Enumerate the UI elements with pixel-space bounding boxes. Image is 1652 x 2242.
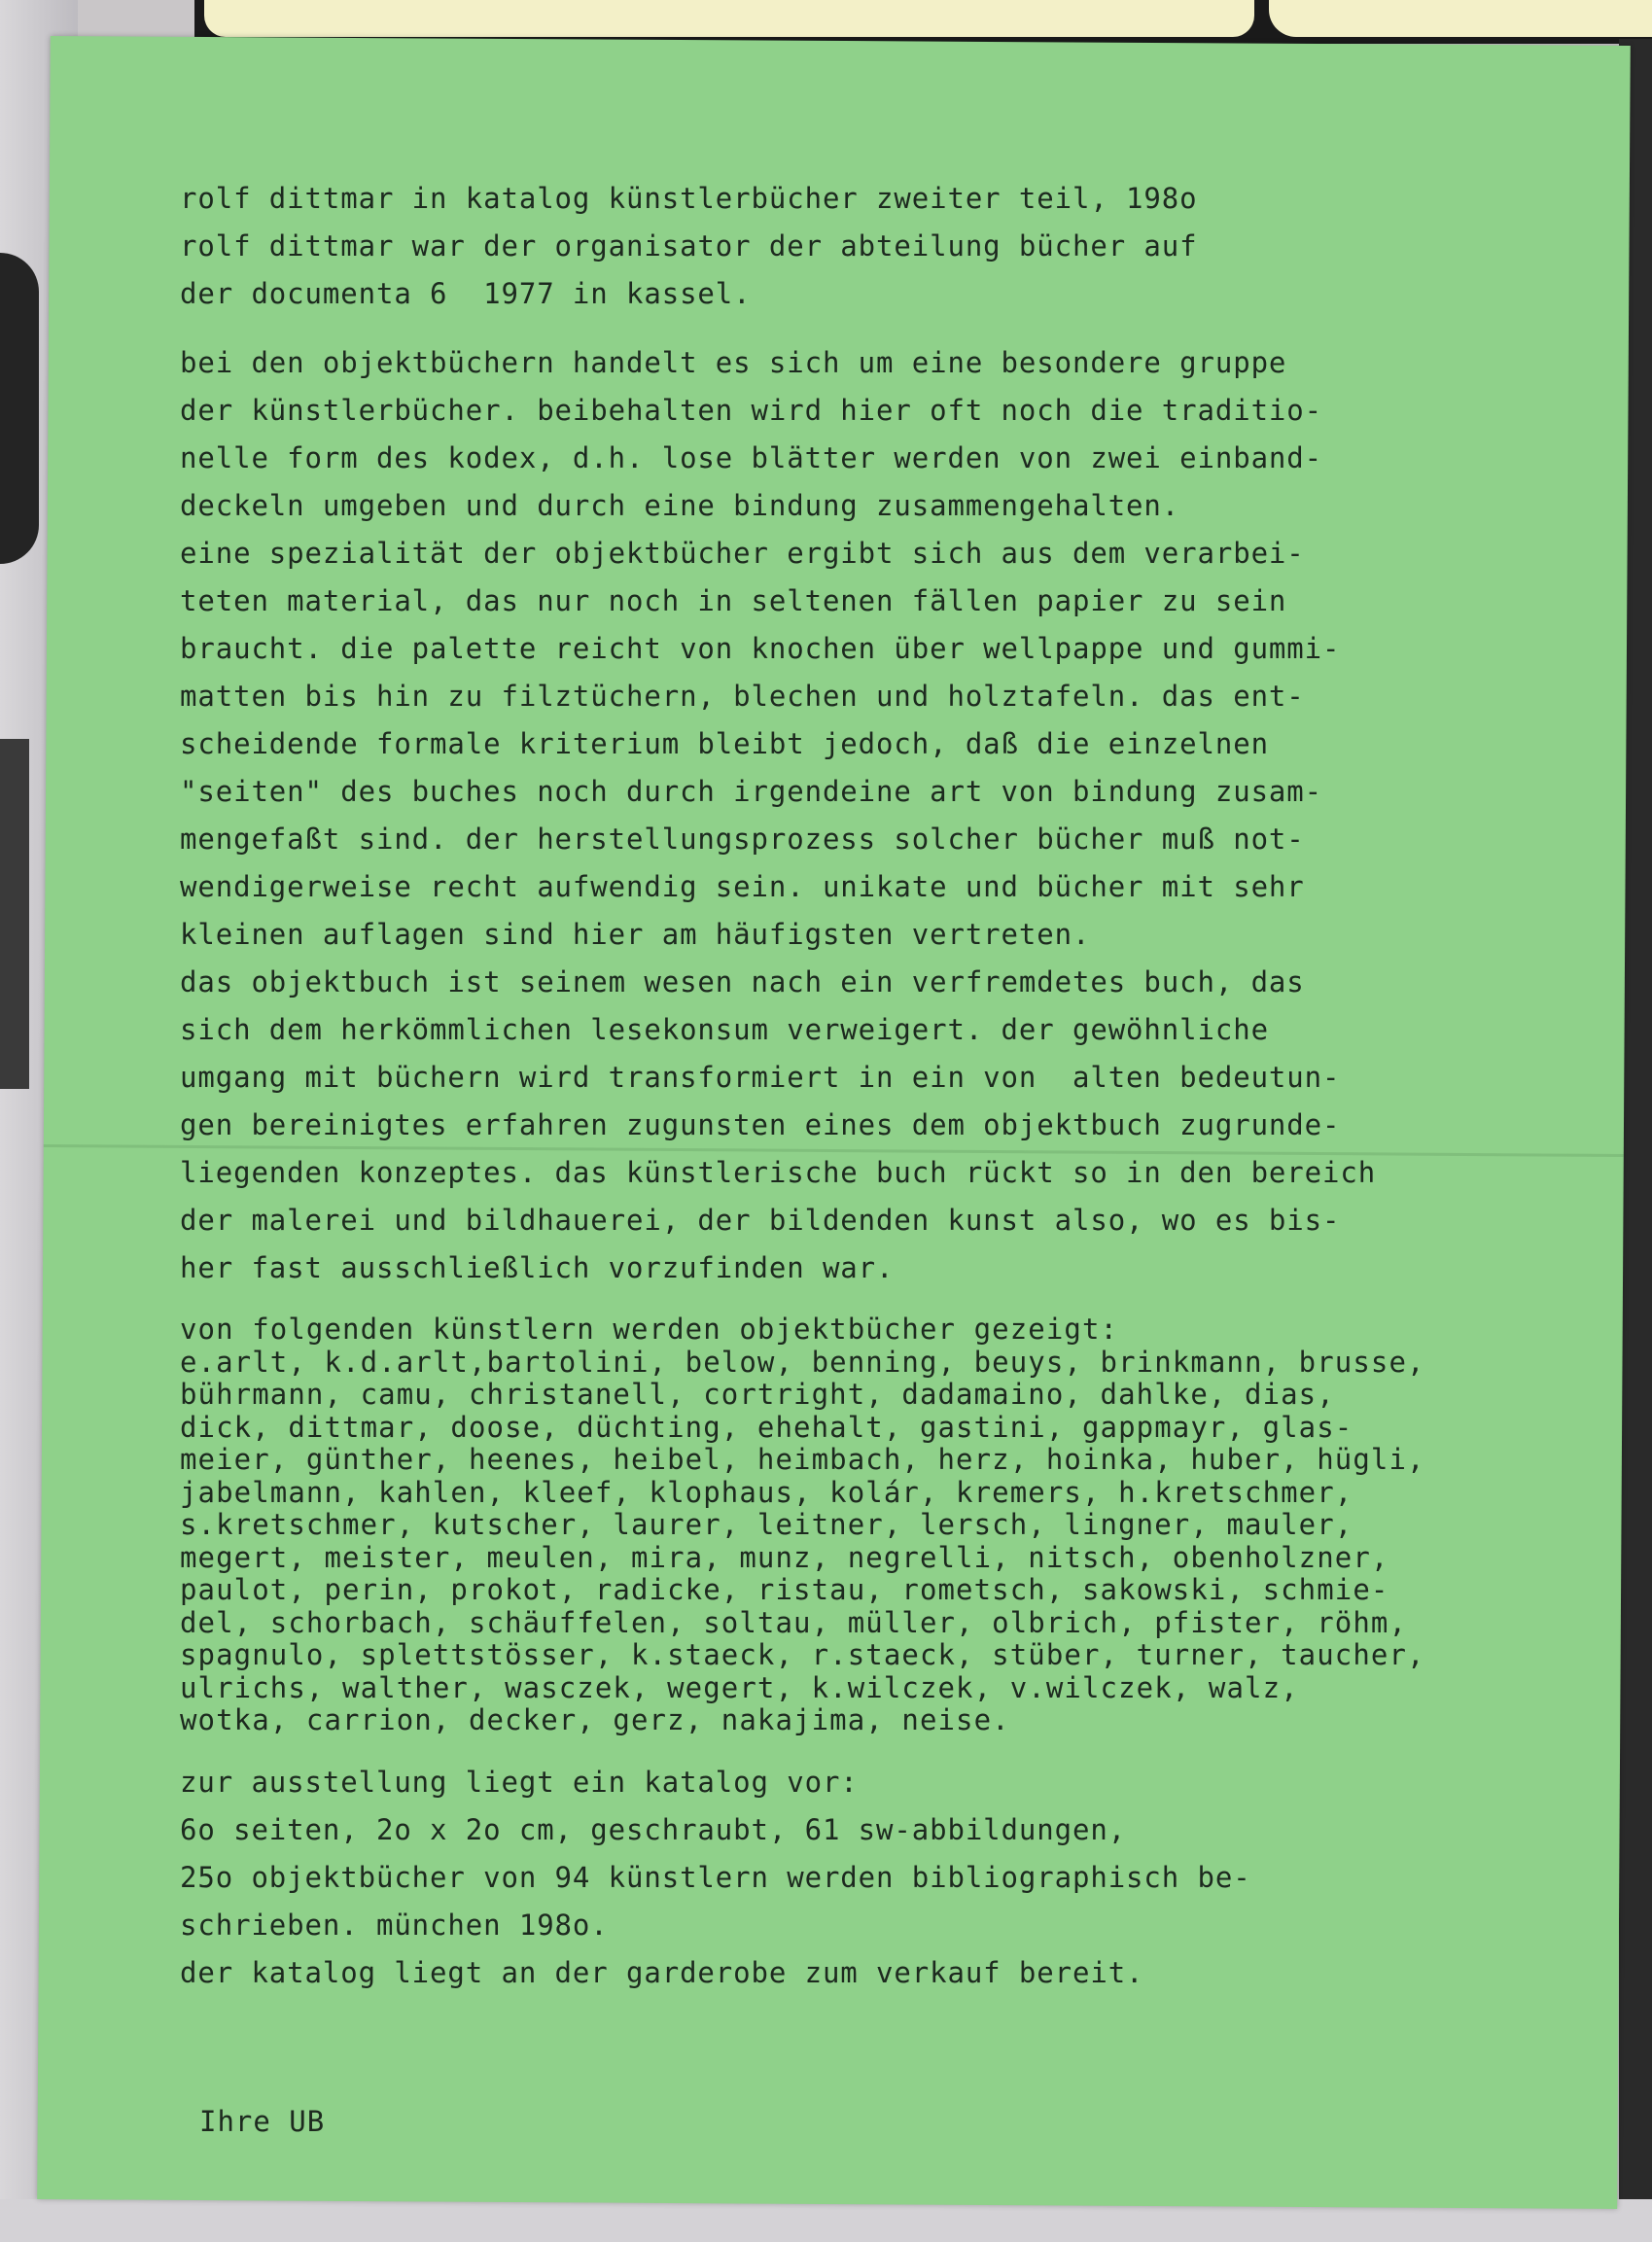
catalog-line: der katalog liegt an der garderobe zum verkauf bereit. <box>180 1955 1144 1989</box>
body-line: eine spezialität der objektbücher ergibt sich aus dem verarbei- <box>180 537 1305 570</box>
catalog-line: 6o seiten, 2o x 2o cm, geschraubt, 61 sw-abbildungen, <box>180 1812 1127 1846</box>
body-line: liegenden konzeptes. das künstlerische buch rückt so in den bereich <box>180 1156 1377 1189</box>
body-line: der malerei und bildhauerei, der bildenden kunst also, wo es bis- <box>180 1204 1341 1237</box>
catalog-line: schrieben. münchen 198o. <box>180 1908 609 1942</box>
background-object <box>0 253 39 564</box>
document-text <box>180 175 1570 1997</box>
artist-line: del, schorbach, schäuffelen, soltau, müller, olbrich, pfister, röhm, <box>180 1605 1408 1639</box>
body-line: nelle form des kodex, d.h. lose blätter werden von zwei einband- <box>180 441 1323 474</box>
catalog-line: 25o objektbücher von 94 künstlern werden bibliographisch be- <box>180 1860 1251 1894</box>
body-block <box>180 339 1570 1292</box>
header-line: der documenta 6 1977 in kassel. <box>180 277 752 310</box>
background-object <box>0 739 29 1089</box>
artist-line: paulot, perin, prokot, radicke, ristau, rometsch, sakowski, schmie- <box>180 1573 1389 1606</box>
body-line: her fast ausschließlich vorzufinden war. <box>180 1251 895 1284</box>
body-line: der künstlerbücher. beibehalten wird hier oft noch die traditio- <box>180 394 1323 427</box>
artist-line: dick, dittmar, doose, düchting, ehehalt, gastini, gappmayr, glas- <box>180 1410 1353 1444</box>
body-line: kleinen auflagen sind hier am häufigsten vertreten. <box>180 918 1091 951</box>
catalog-line: zur ausstellung liegt ein katalog vor: <box>180 1765 859 1799</box>
body-line: wendigerweise recht aufwendig sein. unikate und bücher mit sehr <box>180 870 1305 903</box>
body-line: deckeln umgeben und durch eine bindung zusammengehalten. <box>180 489 1180 522</box>
artist-line: wotka, carrion, decker, gerz, nakajima, neise. <box>180 1703 1010 1736</box>
body-line: teten material, das nur noch in seltenen fällen papier zu sein <box>180 584 1287 617</box>
artist-line: meier, günther, heenes, heibel, heimbach, herz, hoinka, huber, hügli, <box>180 1443 1425 1476</box>
header-block <box>180 175 1570 318</box>
artist-line: bührmann, camu, christanell, cortright, dadamaino, dahlke, dias, <box>180 1378 1335 1411</box>
artist-line: jabelmann, kahlen, kleef, klophaus, kolár, kremers, h.kretschmer, <box>180 1475 1353 1509</box>
body-line: matten bis hin zu filztüchern, blechen und holztafeln. das ent- <box>180 680 1305 713</box>
header-line: rolf dittmar in katalog künstlerbücher zweiter teil, 198o <box>180 182 1198 215</box>
artists-intro: von folgenden künstlern werden objektbücher gezeigt: <box>180 1313 1119 1346</box>
header-line: rolf dittmar war der organisator der abteilung bücher auf <box>180 229 1198 263</box>
artist-line: e.arlt, k.d.arlt,bartolini, below, benning, beuys, brinkmann, brusse, <box>180 1345 1425 1379</box>
body-line: gen bereinigtes erfahren zugunsten eines dem objektbuch zugrunde- <box>180 1108 1341 1141</box>
background-card <box>204 0 1254 37</box>
body-line: sich dem herkömmlichen lesekonsum verweigert. der gewöhnliche <box>180 1013 1269 1046</box>
body-line: mengefaßt sind. der herstellungsprozess solcher bücher muß not- <box>180 823 1305 856</box>
artists-block <box>180 1314 1570 1737</box>
body-line: scheidende formale kriterium bleibt jedoch, daß die einzelnen <box>180 727 1269 760</box>
background-card <box>1269 0 1652 37</box>
body-line: "seiten" des buches noch durch irgendeine art von bindung zusam- <box>180 775 1323 808</box>
catalog-block <box>180 1759 1570 1997</box>
artist-line: s.kretschmer, kutscher, laurer, leitner, lersch, lingner, mauler, <box>180 1508 1353 1541</box>
artist-line: spagnulo, splettstösser, k.staeck, r.staeck, stüber, turner, taucher, <box>180 1638 1425 1671</box>
artist-line: megert, meister, meulen, mira, munz, negrelli, nitsch, obenholzner, <box>180 1540 1389 1574</box>
signature: Ihre UB <box>199 2105 326 2138</box>
artist-line: ulrichs, walther, wasczek, wegert, k.wilczek, v.wilczek, walz, <box>180 1670 1299 1704</box>
body-line: umgang mit büchern wird transformiert in ein von alten bedeutun- <box>180 1061 1341 1094</box>
body-line: braucht. die palette reicht von knochen über wellpappe und gummi- <box>180 632 1341 665</box>
body-line: bei den objektbüchern handelt es sich um eine besondere gruppe <box>180 346 1287 379</box>
body-line: das objektbuch ist seinem wesen nach ein verfremdetes buch, das <box>180 965 1305 998</box>
